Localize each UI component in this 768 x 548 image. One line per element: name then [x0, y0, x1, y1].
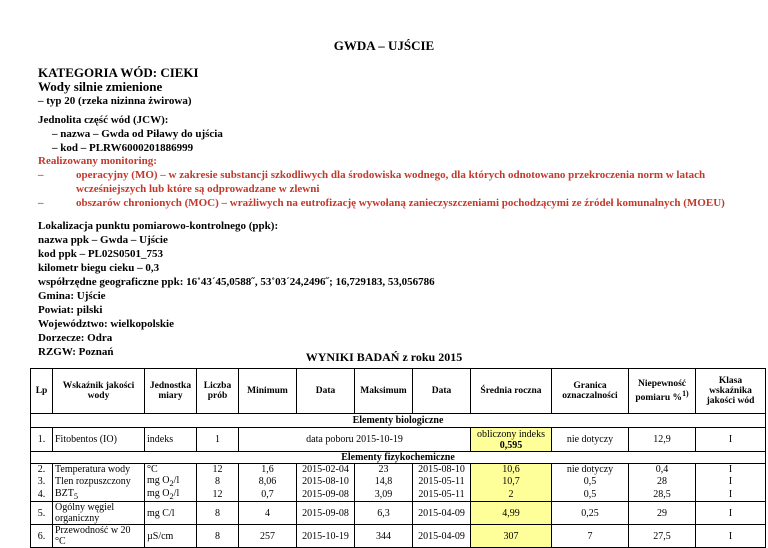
location-block [38, 219, 435, 359]
table-row: 4. $BZT_5$ mg $O_2/l$ 12 0,7 2015-09-08 3,09 2015-05-11 2 0,5 28,5 I [31, 488, 766, 502]
location-line: Dorzecze: Odra [38, 332, 113, 344]
monitoring-block [38, 154, 738, 210]
results-title: WYNIKI BADAŃ z roku 2015 [305, 350, 463, 364]
jcw-heading: Jednolita część wód (JCW): [38, 114, 169, 126]
table-row: 3. Tlen rozpuszczony mg $O_2/l$ 8 8,06 2015-08-10 14,8 2015-05-11 10,7 0,5 28 I [31, 475, 766, 488]
section-bio-label: Elementy biologiczne [31, 414, 766, 428]
location-line: nazwa ppk – Gwda – Ujście [38, 234, 168, 246]
page-title: GWDA – UJŚCIE [333, 38, 435, 53]
section-row-bio [31, 414, 766, 428]
table-header-row [31, 369, 766, 414]
monitoring-dash: – [38, 169, 44, 181]
col-unit: Jednostka miary [145, 369, 197, 414]
monitoring-item [0, 196, 738, 210]
col-max: Maksimum [355, 369, 413, 414]
col-uncertainty: Niepewność pomiaru %$^{1)}$ [629, 369, 696, 414]
category-heading: KATEGORIA WÓD: CIEKI [38, 65, 199, 80]
location-heading: Lokalizacja punktu pomiarowo-kontrolnego (ppk): [38, 220, 279, 232]
mean-cell: obliczony indeks 0,595 [471, 428, 552, 452]
category-block [38, 66, 199, 108]
monitoring-heading: Realizowany monitoring: [38, 155, 157, 167]
location-line: współrzędne geograficzne ppk: 16˚43´45,0588˝, 53˚03´24,2496˝; 16,729183, 53,056786 [38, 276, 435, 288]
monitoring-item [0, 168, 738, 196]
jcw-block [38, 113, 223, 155]
results-table [30, 368, 766, 548]
category-type: – typ 20 (rzeka nizinna żwirowa) [38, 95, 192, 107]
col-date-min: Data [297, 369, 355, 414]
jcw-name: – nazwa – Gwda od Piławy do ujścia [52, 128, 223, 140]
table-row: 1. Fitobentos (IO) indeks 1 data poboru 2015-10-19 obliczony indeks 0,595 nie dotyczy 12,9 I [31, 428, 766, 452]
table-row: 6. Przewodność w 20 °C µS/cm 8 257 2015-10-19 344 2015-04-09 307 7 27,5 I [31, 525, 766, 548]
col-min: Minimum [239, 369, 297, 414]
monitoring-text: operacyjny (MO) – w zakresie substancji szkodliwych dla środowiska wodnego, dla których odnotowano przekroczenia norm w latach wcześniejszych lub które są odprowadzane w zlewni [76, 169, 706, 195]
section-phys-label: Elementy fizykochemiczne [31, 452, 766, 464]
category-subtitle: Wody silnie zmienione [38, 79, 163, 94]
col-date-max: Data [413, 369, 471, 414]
table-row: 2. Temperatura wody °C 12 1,6 2015-02-04 23 2015-08-10 10,6 nie dotyczy 0,4 I [31, 464, 766, 476]
monitoring-dash: – [38, 197, 44, 209]
section-row-phys [31, 452, 766, 464]
monitoring-text: obszarów chronionych (MOC) – wrażliwych na eutrofizację wywołaną zanieczyszczeniami pochodzącymi ze źródeł komunalnych (MOEU) [76, 197, 725, 209]
jcw-code: – kod – PLRW6000201886999 [52, 142, 194, 154]
location-line: kilometr biegu cieku – 0,3 [38, 262, 160, 274]
location-line: Gmina: Ujście [38, 290, 106, 302]
col-samples: Liczba prób [197, 369, 239, 414]
location-line: kod ppk – PL02S0501_753 [38, 248, 164, 260]
col-limit: Granica oznaczalności [552, 369, 629, 414]
sampling-date: data poboru 2015-10-19 [239, 428, 471, 452]
col-class: Klasa wskaźnika jakości wód [696, 369, 766, 414]
col-lp: Lp [31, 369, 53, 414]
table-row: 5. Ogólny węgiel organiczny mg C/l 8 4 2015-09-08 6,3 2015-04-09 4,99 0,25 29 I [31, 502, 766, 525]
location-line: Województwo: wielkopolskie [38, 318, 174, 330]
location-line: RZGW: Poznań [38, 346, 114, 358]
col-indicator: Wskaźnik jakości wody [53, 369, 145, 414]
location-line: Powiat: pilski [38, 304, 103, 316]
col-mean: Średnia roczna [471, 369, 552, 414]
